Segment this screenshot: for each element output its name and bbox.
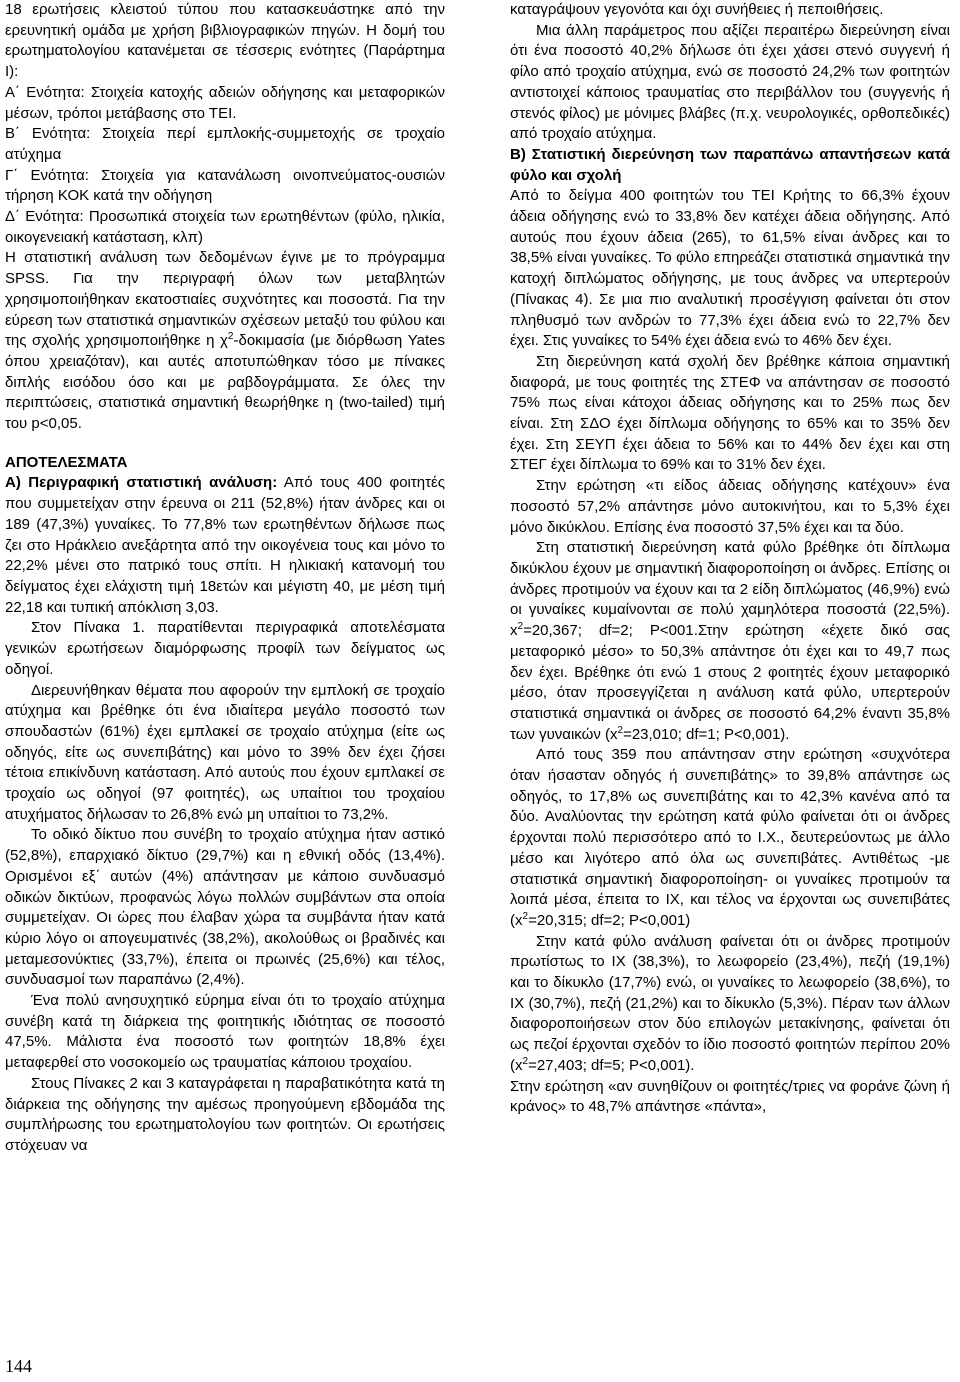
- paragraph: καταγράψουν γεγονότα και όχι συνήθειες ή πεποιθήσεις.: [510, 1, 884, 18]
- superscript: 2: [522, 910, 529, 922]
- text-run: Στην κατά φύλο ανάλυση φαίνεται ότι οι άνδρες προτιμούν πρωτίστως το ΙΧ (38,3%), το λεωφορείο (23,4%), πεζή (19,1%) και το δίκυκλο (17,7%) ενώ, οι γυναίκες το λεωφορείο (38,6%), το ΙΧ (30,7%), πεζή (21,2%) και το δίκυκλο (5,3%). Πέραν των άλλων διαφοροποιήσεων στον δύο επιλογών μετακίνησης, φαίνεται ότι ως πεζοί έρχονται σχεδόν το ίδιο ποσοστό φοιτητών περίπου 20% (x: [510, 932, 950, 1074]
- text-run: =20,315; df=2; P<0,001): [528, 911, 691, 929]
- paragraph: Μια άλλη παράμετρος που αξίζει περαιτέρω διερεύνηση είναι ότι ένα ποσοστό 40,2% δήλωσε ότι έχει χάσει στενό συγγενή ή φίλο από τροχαίο ατύχημα, ενώ σε ποσοστό 24,2% των φοιτητών αντιστοιχεί κάποιος τραυματίας στο περιβάλλον του (συγγενής ή στενός φίλος) με μόνιμες βλάβες (π.χ. νευρολογικές, ορθοπεδικές) από τροχαίο ατύχημα.: [510, 21, 950, 143]
- paragraph: 18 ερωτήσεις κλειστού τύπου που κατασκευάστηκε από την ερευνητική ομάδα με χρήση βιβλιογραφικών πηγών. Η δομή του ερωτηματολογίου κατανέμεται σε τέσσερις ενότητες (Παράρτημα Ι):: [5, 1, 445, 81]
- text-run: Από τους 359 που απάντησαν στην ερώτηση «συχνότερα όταν ήσασταν οδηγός ή συνεπιβάτης» το 39,8% απάντησε ως οδηγός, το 17,8% ως συνεπιβάτης και το 42,3% κανένα από τα δύο. Αναλύοντας την ερώτηση κατά φύλο φαίνεται ότι οι άνδρες έρχονται πολύ περισσότερο από το Ι.Χ., δευτερεύοντως με άλλο μέσο και λιγότερο από όλα ως συνεπιβάτες. Αντιθέτως -με στατιστικά σημαντική διαφοροποίηση- οι γυναίκες προτιμούν τα λοιπά μέσα, έπειτα το ΙΧ, και τέλος να έρχονται ως συνεπιβάτες (x: [510, 746, 950, 929]
- text-run: Στη στατιστική διερεύνηση κατά φύλο βρέθηκε ότι δίπλωμα δικύκλου έχουν με σημαντική διαφοροποίηση οι άνδρες. Επίσης οι άνδρες προτιμούν να έχουν και τα 2 είδη διπλώματος (46,9%) ενώ οι γυναίκες κυμαίνονται σε πολύ χαμηλότερα ποσοστά (22,5%). x: [510, 539, 950, 640]
- superscript: 2: [517, 621, 524, 633]
- paragraph: Στον Πίνακα 1. παρατίθενται περιγραφικά αποτελέσματα γενικών ερωτήσεων διαμόρφωσης προφίλ των δείγματος ως οδηγοί.: [5, 619, 445, 678]
- text-run: Η στατιστική ανάλυση των δεδομένων έγινε με το πρόγραμμα SPSS. Για την περιγραφή όλων των μεταβλητών χρησιμοποιήθηκαν εκατοστιαίες συχνότητες και ποσοστά. Για την εύρεση των στατιστικά σημαντικών σχέσεων μεταξύ του φύλου και της σχολής χρησιμοποιήθηκε η χ: [5, 249, 445, 350]
- paragraph: Β΄ Ενότητα: Στοιχεία περί εμπλοκής-συμμετοχής σε τροχαίο ατύχημα: [5, 125, 445, 163]
- left-column: [5, 0, 445, 1157]
- text-run: -δοκιμασία (με διόρθωση Yates όπου χρειαζόταν), και αυτές αποτυπώθηκαν τόσο με πίνακες διπλής εισόδου όσο και με ραβδογράμματα. Σε όλες την περιπτώσεις, στατιστικά σημαντική θεωρήθηκε η (two-tailed) τιμή του p<0,05.: [5, 332, 445, 433]
- superscript: 2: [522, 1055, 529, 1067]
- paragraph: Στους Πίνακες 2 και 3 καταγράφεται η παραβατικότητα κατά τη διάρκεια της οδήγησης την αμέσως προηγούμενη εβδομάδα της συμπλήρωσης του ερωτηματολογίου των φοιτητών. Οι ερωτήσεις στόχευαν να: [5, 1074, 445, 1154]
- page-number: 144: [5, 1356, 32, 1376]
- paragraph: Από το δείγμα 400 φοιτητών του ΤΕΙ Κρήτης το 66,3% έχουν άδεια οδήγησης ενώ το 33,8% δεν κατέχει άδεια οδήγησης. Από αυτούς που έχουν άδεια (265), το 61,5% είναι άνδρες και το 38,5% είναι γυναίκες. Το φύλο επηρεάζει στατιστικά σημαντικά την κατοχή διπλώματος οδήγησης, με τους άνδρες να υπερτερούν (Πίνακας 4). Σε μια πιο αναλυτική προσέγγιση φαίνεται ότι στον πληθυσμό των ανδρών το 77,3% έχει άδεια ενώ το 22,7% δεν έχει. Στις γυναίκες το 54% έχει άδεια ενώ το 46% δεν έχει.: [510, 187, 950, 350]
- paragraph: [5, 473, 445, 618]
- paragraph: Το οδικό δίκτυο που συνέβη το τροχαίο ατύχημα ήταν αστικό (52,8%), επαρχιακό δίκτυο (29,7%) και η εθνική οδός (13,4%). Ορισμένοι εξ΄ αυτών (4%) απάντησαν με κάποιο συνδυασμό οδικών δικτύων, προφανώς λόγω πολλών συμβάντων στα οποία συμμετείχαν. Οι ώρες που έλαβαν χώρα τα συμβάντα ήταν κατά κύριο λόγο οι απογευματινές (38,2%), ακολούθως οι βραδινές και μεταμεσονύκτιες (33,7%), έπειτα οι πρωινές (25,6%) και τέλος, συνδυασμοί των παραπάνω (2,4%).: [5, 826, 445, 989]
- subheading-b: Β) Στατιστική διερεύνηση των παραπάνω απαντήσεων κατά φύλο και σχολή: [510, 145, 950, 184]
- paragraph: Στην ερώτηση «αν συνηθίζουν οι φοιτητές/τριες να φοράνε ζώνη ή κράνος» το 48,7% απάντησε «πάντα»,: [510, 1077, 950, 1116]
- paragraph: Διερευνήθηκαν θέματα που αφορούν την εμπλοκή σε τροχαίο ατύχημα και βρέθηκε ότι ένα ιδιαίτερα μεγάλο ποσοστό των σπουδαστών (61%) έχει εμπλακεί σε τροχαίο ατύχημα (είτε ως οδηγός, είτε ως συνεπιβάτης) και μόνο το 39% δεν έχει ζήσει τέτοια επικίνδυνη κατάσταση. Από αυτούς που έχουν εμπλακεί σε τροχαίο ως οδηγοί (97 φοιτητές), ως υπαίτιοι του τροχαίου ατυχήματος δήλωσαν το 26,8% ενώ μη υπαίτιοι το 73,2%.: [5, 681, 445, 823]
- paragraph: Στη διερεύνηση κατά σχολή δεν βρέθηκε κάποια σημαντική διαφορά, με τους φοιτητές της ΣΤΕΦ να απάντησαν σε ποσοστό 75% πως είναι κάτοχοι άδειας οδήγησης και το 25% πως δεν είναι. Στη ΣΔΟ έχει δίπλωμα οδήγησης το 65% και το 35% δεν έχει. Στη ΣΕΥΠ έχει άδεια το 56% και το 44% δεν έχει και στη ΣΤΕΓ έχει δίπλωμα το 69% και το 31% δεν έχει.: [510, 352, 950, 474]
- text-run: =27,403; df=5; P<0,001).: [528, 1056, 695, 1074]
- paragraph: Α΄ Ενότητα: Στοιχεία κατοχής αδειών οδήγησης και μεταφορικών μέσων, τρόποι μετάβασης στο ΤΕΙ.: [5, 83, 445, 122]
- subheading-a: Α) Περιγραφική στατιστική ανάλυση:: [5, 474, 278, 492]
- right-column: [510, 0, 950, 1118]
- results-heading: ΑΠΟΤΕΛΕΣΜΑΤΑ: [5, 453, 128, 471]
- paragraph: Γ΄ Ενότητα: Στοιχεία για κατανάλωση οινοπνεύματος-ουσιών τήρηση ΚΟΚ κατά την οδήγηση: [5, 166, 445, 205]
- superscript: 2: [617, 724, 624, 736]
- paragraph: [5, 248, 445, 434]
- text-run: Από τους 400 φοιτητές που συμμετείχαν στην έρευνα οι 211 (52,8%) ήταν άνδρες και οι 189 (47,3%) γυναίκες. Το 77,8% των ερωτηθέντων δήλωσε πως ζει στο Ηράκλειο ανεξάρτητα από την οικογένεια τους και μόνο το 22,2% μένει στο πατρικό τους σπίτι. Η ηλικιακή κατανομή του δείγματος έχει ελάχιστη τιμή 18ετών και μέγιστη 40, με μέση τιμή 22,18 και τυπική απόκλιση 3,03.: [5, 474, 445, 616]
- paragraph: Στην ερώτηση «τι είδος άδειας οδήγησης κατέχουν» ένα ποσοστό 57,2% απάντησε μόνο αυτοκινήτου, και το 5,3% έχει μόνο δικύκλου. Επίσης ένα ποσοστό 37,5% έχει και τα δύο.: [510, 477, 950, 536]
- superscript: 2: [227, 331, 234, 343]
- text-run: =20,367; df=2; P<001.Στην ερώτηση «έχετε δικό σας μεταφορικό μέσο» το 50,3% απάντησε ότι έχει και το 49,7 πως δεν έχει. Βρέθηκε ότι ενώ 1 στους 2 φοιτητές έχουν μεταφορικό μέσο, όταν προσεγγίζεται η ανάλυση κατά φύλο, υπερτερούν στατιστικά σημαντικά οι άνδρες σε ποσοστό 64,2% έναντι 35,8% των γυναικών (x: [510, 622, 950, 743]
- text-run: =23,010; df=1; P<0,001).: [623, 725, 790, 743]
- paragraph: [510, 932, 950, 1077]
- paragraph: [510, 745, 950, 931]
- paragraph: Δ΄ Ενότητα: Προσωπικά στοιχεία των ερωτηθέντων (φύλο, ηλικία, οικογενειακή κατάσταση, κλπ): [5, 208, 445, 246]
- paragraph: [510, 538, 950, 745]
- paragraph: Ένα πολύ ανησυχητικό εύρημα είναι ότι το τροχαίο ατύχημα συνέβη κατά τη διάρκεια της φοιτητικής ιδιότητας σε ποσοστό 47,5%. Μάλιστα ένα ποσοστό των φοιτητών 18,8% έχει μεταφερθεί στο νοσοκομείο ως τραυματίας κάποιου τροχαίου.: [5, 992, 445, 1072]
